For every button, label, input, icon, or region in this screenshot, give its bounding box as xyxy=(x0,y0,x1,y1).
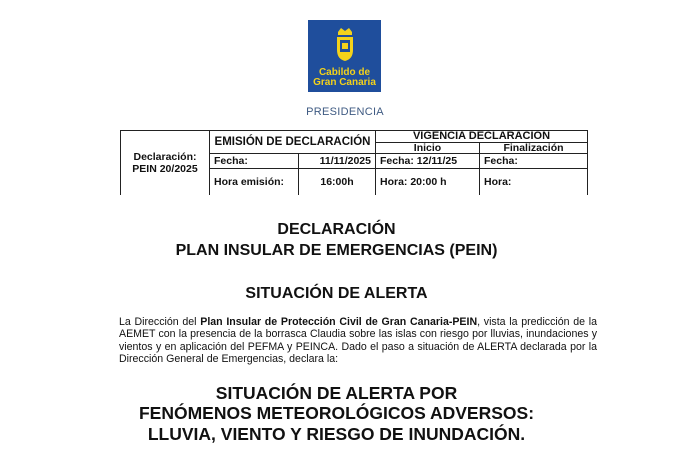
vigencia-header: VIGENCIA DECLARACION xyxy=(376,131,588,143)
declaration-id-cell: Declaración: PEIN 20/2025 xyxy=(121,131,210,196)
body-paragraph: La Dirección del Plan Insular de Protección Civil de Gran Canaria-PEIN, vista la predicción de la AEMET con la presencia de la borrasca Claudia sobre las islas con riesgo por lluvias, inundaciones y vientos y en aplicación del PEFMA y PEINCA. Dado el paso a situación de ALERTA declarada por la Dirección General de Emergencias, declara la: xyxy=(119,316,598,366)
final-line-2: FENÓMENOS METEOROLÓGICOS ADVERSOS: xyxy=(138,403,535,423)
situation-heading: SITUACIÓN DE ALERTA xyxy=(245,285,428,302)
department-label: PRESIDENCIA xyxy=(306,106,384,118)
final-line-3: LLUVIA, VIENTO Y RIESGO DE INUNDACIÓN. xyxy=(147,424,526,444)
coat-of-arms-icon xyxy=(334,26,356,62)
title-declaracion: DECLARACIÓN xyxy=(277,221,396,238)
final-line-1: SITUACIÓN DE ALERTA POR xyxy=(215,383,458,403)
emision-header: EMISIÓN DE DECLARACIÓN xyxy=(210,131,376,154)
declaration-table: Declaración: PEIN 20/2025 EMISIÓN DE DECLARACIÓN VIGENCIA DECLARACION Inicio Finalización Fecha: 11/11/2025 Fecha: 12/11/25 Fecha: Hora emisión: 16:00h Hora: 20:00 h Hora: xyxy=(120,130,588,195)
title-pein: PLAN INSULAR DE EMERGENCIAS (PEIN) xyxy=(175,242,498,259)
cabildo-logo: Cabildo de Gran Canaria xyxy=(308,20,381,92)
